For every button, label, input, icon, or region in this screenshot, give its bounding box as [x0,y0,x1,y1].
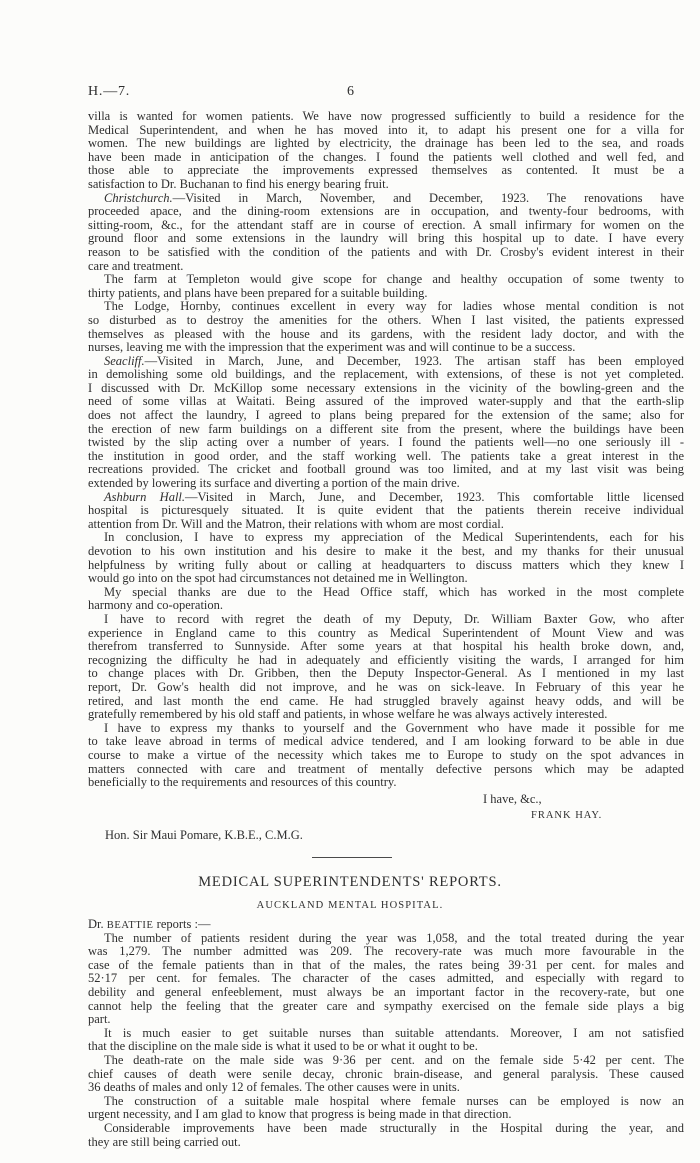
page-number: 6 [347,84,354,99]
letter-paragraph [88,273,684,300]
text-line: urgent necessity, and I am glad to know that progress is being made in that direction. [88,1107,512,1122]
text-line: I have to express my thanks to yourself and the Government who have made it possible for me [104,720,684,735]
text-line: themselves as pleased with the house and its gardens, with the resident lady doctor, and with the [88,326,684,341]
text-line: I have to record with regret the death of my Deputy, Dr. William Baxter Gow, who after [104,611,684,626]
report-paragraph [88,932,684,1027]
letter-paragraph [88,613,684,722]
text-line: sitting-room, &c., for the attendant staff are in course of erection. A small infirmary for women on the [88,217,684,232]
letter-body [88,110,684,790]
text-line: to take leave abroad in terms of medical advice tendered, and I am looking forward to be able in due [88,734,684,749]
text-line: nurses, leaving me with the impression that the experiment was and will continue to be a success. [88,340,576,355]
line-text: —Visited in March, June, and December, 1923. The artisan staff has been employed [144,353,684,368]
text-line: In conclusion, I have to express my appreciation of the Medical Superintendents, each for his [104,530,684,545]
text-line: gratefully remembered by his old staff and patients, in whose welfare he was always actively interested. [88,707,608,722]
text-line: need of some villas at Waitati. Being assured of the improved water-supply and that the earth-slip [88,394,684,409]
text-line: does not affect the laundry, I agreed to plans being prepared for the extension of the same; also for [88,408,684,423]
text-line: report, Dr. Gow's health did not improve, and he was on sick-leave. In February of this year he [88,679,684,694]
author-name: BEATTIE [106,920,154,931]
text-line: extended by lowering its surface and diverting a portion of the main drive. [88,476,460,491]
text-line: in demolishing some old buildings, and the replacement, with extensions, of these is not yet completed. [88,367,684,382]
report-code: H.—7. [88,84,131,99]
line-text: —Visited in March, November, and December, 1923. The renovations have [172,190,684,205]
text-line: therefrom transferred to Sunnyside. After some years at that hospital his health broke down, and, [88,639,684,654]
text-line [88,491,684,505]
text-line: course to make a virtue of the necessity which takes me to Europe to study on the spot advances in [88,747,684,762]
intro-prefix: Dr. [88,917,104,931]
letter-paragraph [88,531,684,585]
text-line: My special thanks are due to the Head Office staff, which has worked in the most complete [104,584,684,599]
letter-paragraph [88,300,684,354]
text-line: experience in England came to this country as Medical Superintendent of Mount View and was [88,625,684,640]
text-line: was 1,279. The number admitted was 209. The recovery-rate was much more favourable in the [88,944,684,959]
text-line: harmony and co-operation. [88,598,224,613]
text-line: recreations provided. The cricket and football ground was too limited, and at my last visit was being [88,462,684,477]
line-text: —Visited in March, June, and December, 1923. This comfortable little licensed [185,489,684,504]
text-line: twisted by the slip acting over a number of years. I found the patients well—no one seriously ill - [88,435,684,450]
text-line: so disturbed as to destroy the amenities for the others. When I last visited, the patients expressed [88,312,684,327]
section-divider [312,857,392,858]
letter-closing: I have, &c., [483,792,542,806]
letter-paragraph [88,491,684,532]
letter-paragraph [88,192,684,274]
addressee: Hon. Sir Maui Pomare, K.B.E., C.M.G. [105,828,303,842]
text-line: women. The new buildings are lighted by electricity, the drainage has been led to the sea, and roads [88,136,684,151]
text-line: I discussed with Dr. McKillop some necessary extensions in the vicinity of the bowling-green and the [88,380,684,395]
text-line: The Lodge, Hornby, continues excellent in every way for ladies whose mental condition is not [104,299,684,314]
text-line: those able to appreciate the improvements expressed themselves as contented. It must be a [88,163,684,178]
text-line: satisfaction to Dr. Buchanan to find his energy bearing fruit. [88,176,389,191]
text-line: they are still being carried out. [88,1134,241,1149]
report-intro [88,918,684,932]
text-line: case of the female patients than in that of the males, the rates being 39·31 per cent. for males and [88,957,684,972]
text-line: reason to be satisfied with the condition of the patients and with Dr. Crosby's evident interest in their [88,244,684,259]
text-line: chief causes of death were senile decay, chronic brain-disease, and general paralysis. These caused [88,1066,684,1081]
text-line: 36 deaths of males and only 12 of females. The other causes were in units. [88,1080,460,1095]
text-line [88,355,684,369]
text-line: villa is wanted for women patients. We have now progressed sufficiently to build a residence for the [88,109,684,123]
letter-paragraph [88,722,684,790]
report-paragraph [88,1122,684,1149]
text-line: The number of patients resident during the year was 1,058, and the total treated during the year [104,930,684,945]
text-line: to change places with Dr. Gribben, then the Deputy Inspector-General. As I mentioned in my last [88,666,684,681]
paragraph-lead: Seacliff. [104,353,145,368]
report-paragraph [88,1027,684,1054]
letter-paragraph [88,355,684,491]
signature: FRANK HAY. [531,810,603,821]
text-line: care and treatment. [88,258,184,273]
text-line: thirty patients, and plans have been prepared for a suitable building. [88,285,428,300]
text-line: ground floor and some extensions in the laundry will bring this hospital up to date. I have every [88,231,684,246]
intro-verb: reports :— [156,917,211,931]
report-paragraph [88,1095,684,1122]
text-line: The farm at Templeton would give scope for change and healthy occupation of some twenty to [104,272,684,287]
text-line: part. [88,1012,111,1027]
text-line: debility and general enfeeblement, must always be an important factor in the recovery-rate, but one [88,984,684,999]
text-line: 52·17 per cent. for females. The character of the cases admitted, and especially with regard to [88,971,684,986]
report-body [88,918,684,1149]
text-line: beneficially to the requirements and resources of this country. [88,775,397,790]
text-line: The death-rate on the male side was 9·36 per cent. and on the female side 5·42 per cent. The [104,1052,684,1067]
text-line: cannot help the feeling that the greater care and sympathy exercised on the female side plays a big [88,998,684,1013]
text-line [88,192,684,206]
text-line: retired, and last month the end came. He had struggled bravely against heavy odds, and will be [88,693,684,708]
text-line: hospital is picturesquely situated. It is quite evident that the patients therein receive individual [88,503,684,518]
text-line: matters connected with care and treatment of mentally defective persons which may be adapted [88,761,684,776]
hospital-heading: AUCKLAND MENTAL HOSPITAL. [256,900,444,911]
letter-paragraph [88,586,684,613]
paragraph-lead: Christchurch. [104,190,173,205]
text-line: the institution in good order, and the staff working well. The patients take a great interest in the [88,448,684,463]
text-line: would go into on the spot had circumstances not detained me in Wellington. [88,571,468,586]
report-paragraph [88,1054,684,1095]
text-line: the erection of new farm buildings on a different site from the present, where the buildings have been [88,421,684,436]
section-title: MEDICAL SUPERINTENDENTS' REPORTS. [198,874,502,890]
text-line: The construction of a suitable male hospital where female nurses can be employed is now an [104,1093,684,1108]
letter-paragraph [88,110,684,192]
text-line: Considerable improvements have been made structurally in the Hospital during the year, and [104,1120,684,1135]
text-line: Medical Superintendent, and when he has moved into it, to adapt his present one for a villa for [88,122,684,137]
text-line: It is much easier to get suitable nurses than suitable attendants. Moreover, I am not satisfied [104,1025,684,1040]
text-line: proceeded apace, and the dining-room extensions are in occupation, and twenty-four bedrooms, with [88,204,684,219]
running-header [88,83,684,101]
paragraph-lead: Ashburn Hall. [104,489,186,504]
text-line: have been made in anticipation of the changes. I found the patients well clothed and well fed, and [88,149,684,164]
text-line: recognizing the difficulty he had in adequately and efficiently visiting the wards, I arranged for him [88,652,684,667]
text-line: helpfulness by writing fully about or calling at headquarters to discuss matters which they knew I [88,557,684,572]
text-line: attention from Dr. Will and the Matron, their relations with whom are most cordial. [88,516,504,531]
text-line: that the discipline on the male side is what it used to be or what it ought to be. [88,1039,478,1054]
text-line: devotion to his own institution and his desire to make it the best, and my thanks for their unusual [88,544,684,558]
